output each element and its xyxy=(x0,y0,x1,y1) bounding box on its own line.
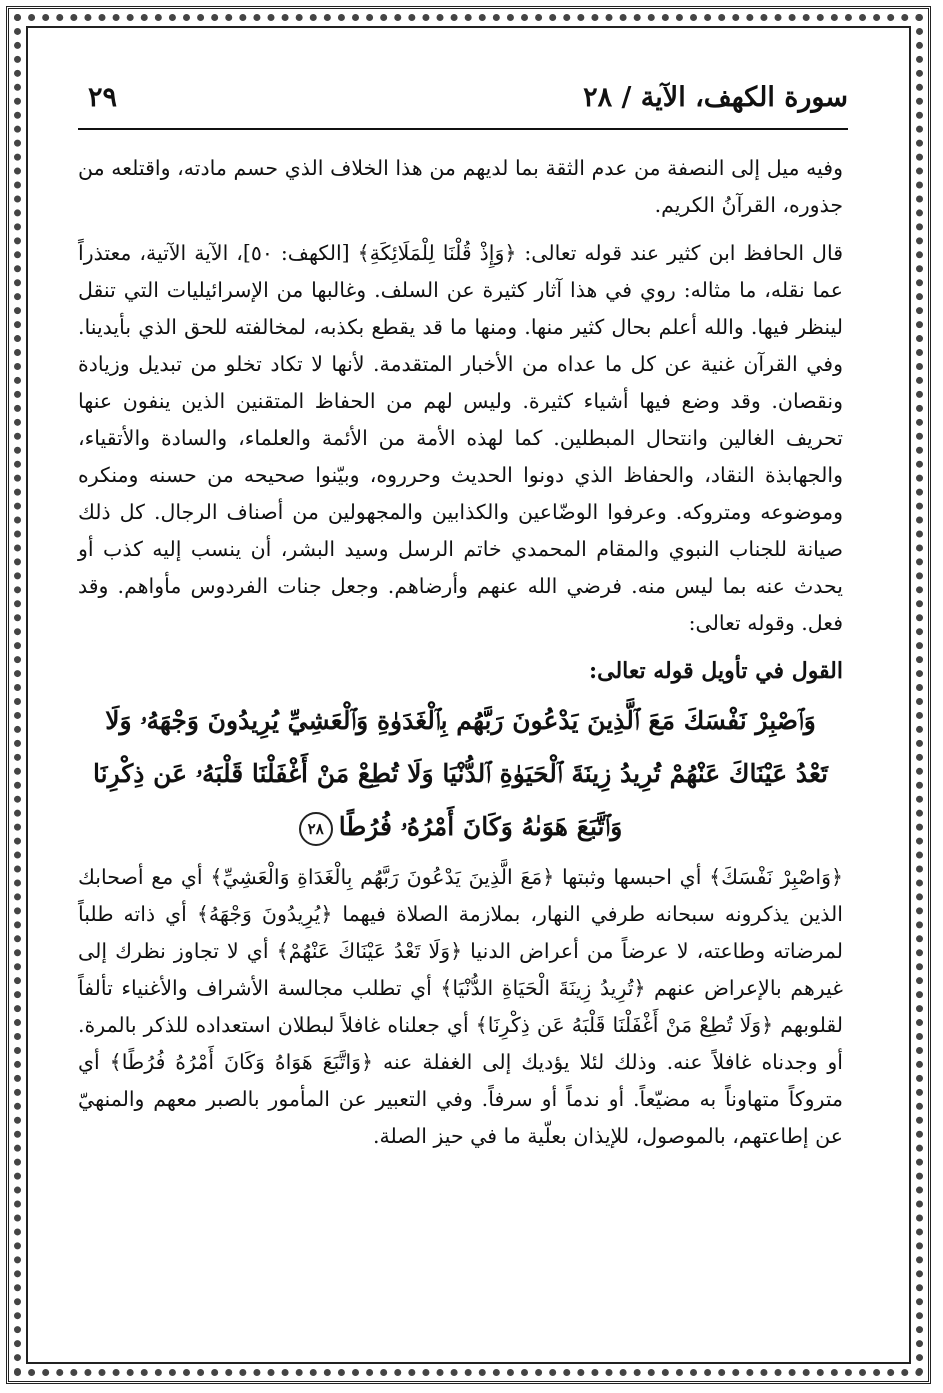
page-body xyxy=(78,150,843,1155)
paragraph-intro: وفيه ميل إلى النصفة من عدم الثقة بما لديهم من هذا الخلاف الذي حسم مادته، واقتلعه من جذوره، القرآنُ الكريم. xyxy=(78,156,843,217)
page-header xyxy=(78,82,848,130)
page-title: سورة الكهف، الآية / ٢٨ xyxy=(583,82,848,113)
section-heading: القول في تأويل قوله تعالى: xyxy=(589,658,843,684)
quran-verse xyxy=(78,694,843,853)
verse-commentary: ﴿وَاصْبِرْ نَفْسَكَ﴾ أي احبسها وثبتها ﴿مَعَ الَّذِينَ يَدْعُونَ رَبَّهُم بِالْغَدَاةِ وَالْعَشِيِّ﴾ أي مع أصحابك الذين يذكرونه سبحانه طرفي النهار، بملازمة الصلاة فيهما ﴿يُرِيدُونَ وَجْهَهُ﴾ أي ذاته طلباً لمرضاته وطاعته، لا عرضاً من أعراض الدنيا ﴿وَلَا تَعْدُ عَيْنَاكَ عَنْهُمْ﴾ أي لا تجاوز نظرك إلى غيرهم بالإعراض عنهم ﴿تُرِيدُ زِينَةَ الْحَيَاةِ الدُّنْيَا﴾ أي تطلب مجالسة الأشراف والأغنياء تألفاً لقلوبهم ﴿وَلَا تُطِعْ مَنْ أَغْفَلْنَا قَلْبَهُ عَن ذِكْرِنَا﴾ أي جعلناه غافلاً لبطلان استعداده للذكر بالمرة. أو وجدناه غافلاً عنه. وذلك لئلا يؤديك إلى الغفلة عنه ﴿وَاتَّبَعَ هَوَاهُ وَكَانَ أَمْرُهُ فُرُطًا﴾ أي متروكاً متهاوناً به مضيّعاً. أو ندماً أو سرفاً. وفي التعبير عن المأمور بالصبر معهم والمنهيّ عن إطاعتهم، بالموصول، للإيذان بعلّية ما في حيز الصلة. xyxy=(78,865,843,1148)
verse-line: وَٱصْبِرْ نَفْسَكَ مَعَ ٱلَّذِينَ يَدْعُونَ رَبَّهُم بِٱلْغَدَوٰةِ وَٱلْعَشِيِّ يُرِيدُونَ وَجْهَهُۥ وَلَا xyxy=(105,706,816,735)
verse-number-marker: ٢٨ xyxy=(299,812,333,846)
paragraph-ibn-kathir: قال الحافظ ابن كثير عند قوله تعالى: ﴿وَإِذْ قُلْنَا لِلْمَلَائِكَةِ﴾ [الكهف: ٥٠]، الآية الآتية، معتذراً عما نقله، ما مثاله: روي في هذا آثار كثيرة عن السلف. وغالبها من الإسرائيليات التي تنقل لينظر فيها. والله أعلم بحال كثير منها. ومنها ما قد يقطع بكذبه، لمخالفته للحق الذي بأيدينا. وفي القرآن غنية عن كل ما عداه من الأخبار المتقدمة. لأنها لا تكاد تخلو من تبديل وزيادة ونقصان. وقد وضع فيها أشياء كثيرة. وليس لهم من الحفاظ المتقنين الذين ينفون عنها تحريف الغالين وانتحال المبطلين. كما لهذه الأمة من الأئمة والعلماء، والسادة والأتقياء، والجهابذة النقاد، والحفاظ الذي دونوا الحديث وحرروه، وبيّنوا صحيحه من حسنه ومنكره وموضوعه ومتروكه. وعرفوا الوضّاعين والكذابين والمجهولين من أصناف الرجال. كل ذلك صيانة للجناب النبوي والمقام المحمدي خاتم الرسل وسيد البشر، أن ينسب إليه كذب أو يحدث عنه بما ليس منه. فرضي الله عنهم وأرضاهم. وجعل جنات الفردوس مأواهم. وقد فعل. وقوله تعالى: xyxy=(78,241,843,635)
verse-line-text: وَٱتَّبَعَ هَوَىٰهُ وَكَانَ أَمْرُهُۥ فُرُطًا xyxy=(338,812,623,841)
verse-line xyxy=(78,800,843,853)
page-number: ٢٩ xyxy=(88,82,118,113)
verse-line: تَعْدُ عَيْنَاكَ عَنْهُمْ تُرِيدُ زِينَةَ ٱلْحَيَوٰةِ ٱلدُّنْيَا وَلَا تُطِعْ مَنْ أَغْفَلْنَا قَلْبَهُۥ عَن ذِكْرِنَا xyxy=(93,759,828,788)
